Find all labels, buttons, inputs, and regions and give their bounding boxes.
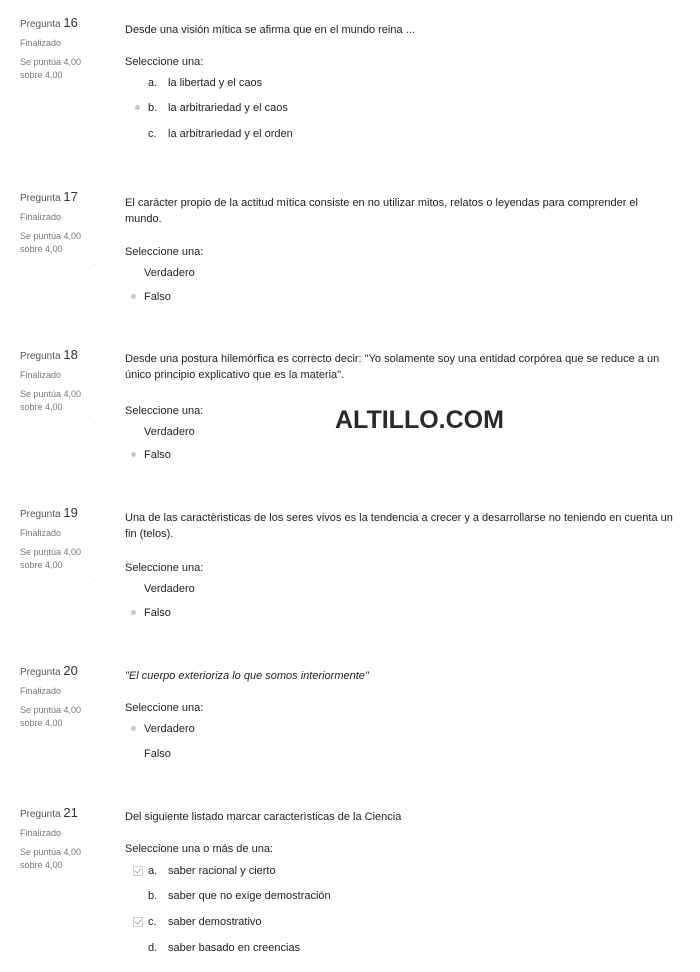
option-label: Verdadero [144,267,195,279]
question-grade: Se puntúa 4,00 sobre 4,00 [20,231,82,254]
option-label: Verdadero [144,583,195,595]
divider-dots: · [93,418,96,427]
option-label: la libertad y el caos [168,77,263,89]
checkbox-checked-icon[interactable] [133,863,143,879]
answer-prompt: Seleccione una: [125,702,204,714]
question-number: Pregunta 21 [20,805,78,820]
question-number: Pregunta 19 [20,505,78,520]
option-label: Falso [144,449,171,461]
question-number: Pregunta 20 [20,663,78,678]
question-info [20,506,95,572]
divider-dots: · [93,260,96,269]
option-letter: b. [148,102,158,114]
radio-selected-icon[interactable] [129,447,139,463]
divider-dots: · [93,576,96,585]
option-letter: a. [148,77,158,89]
question-text: Del siguiente listado marcar caracterìsticas de la Ciencia [125,811,402,823]
question-info [20,806,95,872]
watermark: ALTILLO.COM [335,406,504,434]
option-label: saber basado en creencias [168,942,301,954]
option-label: la arbitrariedad y el caos [168,102,288,114]
answer-prompt: Seleccione una: [125,56,204,68]
option-label: Verdadero [144,426,195,438]
question-number: Pregunta 17 [20,189,78,204]
option-label: Falso [144,607,171,619]
question-number: Pregunta 18 [20,347,78,362]
question-grade: Se puntúa 4,00 sobre 4,00 [20,57,82,80]
question-state: Finalizado [20,528,62,538]
answer-prompt: Seleccione una: [125,246,204,258]
question-state: Finalizado [20,686,62,696]
question-grade: Se puntúa 4,00 sobre 4,00 [20,389,82,412]
question-state: Finalizado [20,38,62,48]
checkbox-checked-icon[interactable] [133,914,143,930]
option-label: Falso [144,291,171,303]
question-grade: Se puntúa 4,00 sobre 4,00 [20,547,82,570]
option-label: saber racional y cierto [168,865,276,877]
option-letter: d. [148,942,158,954]
question-info [20,664,95,730]
question-info [20,348,95,414]
answer-prompt: Seleccione una: [125,562,204,574]
divider-dots: · [93,86,96,95]
option-label: saber demostrativo [168,916,262,928]
option-label: la arbitrariedad y el orden [168,128,293,140]
option-label: Verdadero [144,723,195,735]
question-text: "El cuerpo exterioriza lo que somos interiormente" [125,670,369,682]
question-info [20,190,95,256]
option-label: Falso [144,748,171,760]
question-grade: Se puntúa 4,00 sobre 4,00 [20,847,82,870]
answer-prompt: Seleccione una o más de una: [125,843,273,855]
question-grade: Se puntúa 4,00 sobre 4,00 [20,705,82,728]
option-letter: c. [148,916,157,928]
question-text: Desde una visión mítica se afirma que en el mundo reina ... [125,24,415,36]
question-text: El carácter propio de la actitud mítica consiste en no utilizar mitos, relatos o leyendas para comprender el mundo. [125,197,638,225]
option-letter: a. [148,865,158,877]
question-text: Desde una postura hilemórfica es correcto decir: "Yo solamente soy una entidad corpórea que se reduce a un único principio explicativo que es la materia". [125,353,660,381]
question-state: Finalizado [20,212,62,222]
option-letter: b. [148,890,158,902]
answer-prompt: Seleccione una: [125,405,204,417]
option-label: saber que no exige demostración [168,890,331,902]
question-state: Finalizado [20,370,62,380]
radio-selected-icon[interactable] [133,100,143,116]
question-state: Finalizado [20,828,62,838]
question-info [20,16,95,82]
radio-selected-icon[interactable] [129,721,139,737]
divider-dots: · [93,734,96,743]
option-letter: c. [148,128,157,140]
question-text: Una de las caractèristicas de los seres vivos es la tendencia a crecer y a desarrollarse no teniendo en cuenta un fin (telos). [125,512,673,540]
radio-selected-icon[interactable] [129,289,139,305]
question-number: Pregunta 16 [20,15,78,30]
radio-selected-icon[interactable] [129,605,139,621]
